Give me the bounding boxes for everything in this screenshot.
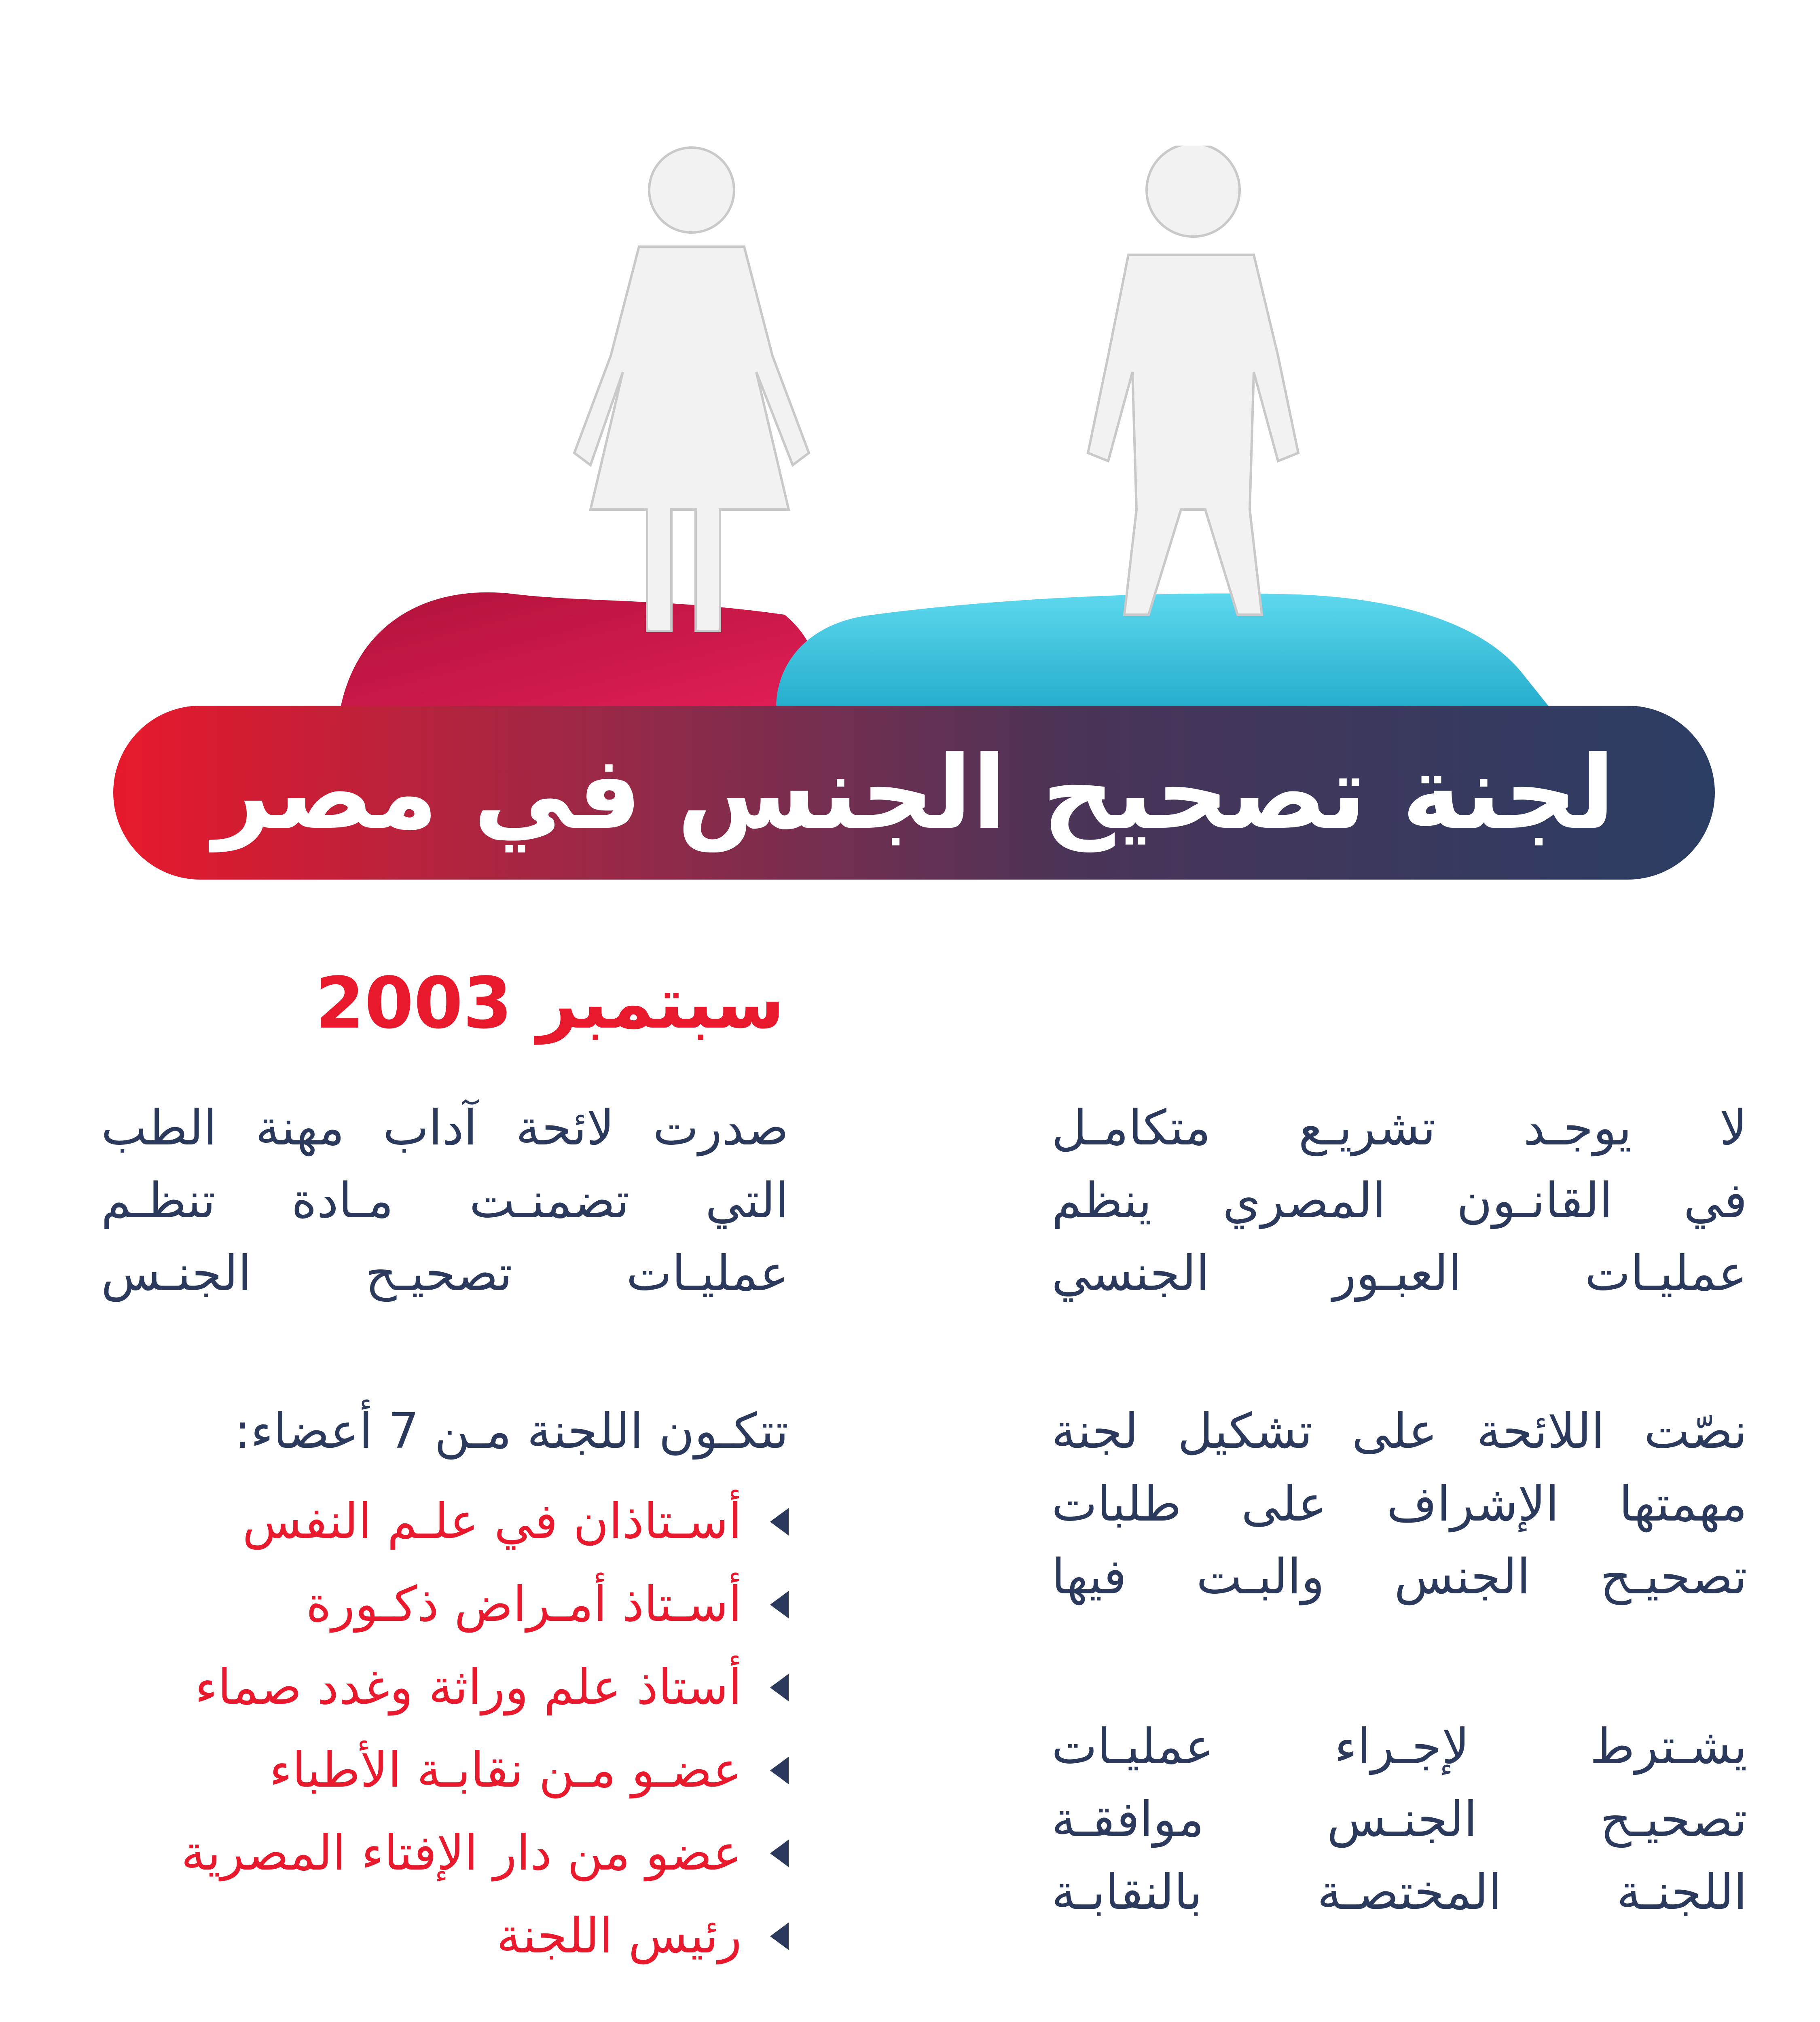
triangle-bullet-icon: [770, 1923, 789, 1950]
member-text: أستاذ علم وراثة وغدد صماء: [195, 1659, 742, 1715]
member-text: عضو من دار الإفتاء المصرية: [181, 1825, 742, 1881]
paragraph-line: تصحيـح الجنس والبـت فيها: [1052, 1549, 1747, 1605]
date-heading: سبتمبر 2003: [315, 962, 785, 1045]
paragraph-line: لا يوجـد تشريـع متكامـل: [1052, 1100, 1747, 1156]
list-item: [101, 1895, 789, 1978]
paragraph-line: نصّت اللائحة على تشكيل لجنة: [1052, 1403, 1747, 1459]
paragraph-line: عمليـات تصحيـح الجنـس: [101, 1246, 789, 1302]
paragraph-line: التي تضمنـت مـادة تنظـم: [101, 1173, 789, 1229]
female-figure: [574, 148, 809, 631]
triangle-bullet-icon: [770, 1840, 789, 1867]
blue-cloth: [776, 593, 1553, 718]
paragraph-line: صدرت لائحة آداب مهنة الطب: [101, 1100, 789, 1156]
members-list: [101, 1480, 789, 1978]
approval-paragraph: [1052, 1711, 1747, 1929]
male-figure: [1088, 146, 1298, 615]
paragraph-line: اللجنـة المختصـة بالنقابـة: [1052, 1864, 1747, 1920]
member-text: رئيس اللجنة: [496, 1908, 742, 1964]
list-item: [101, 1646, 789, 1729]
paragraph-line: مهمتها الإشراف على طلبات: [1052, 1476, 1747, 1532]
triangle-bullet-icon: [770, 1757, 789, 1784]
paragraph-line: في القانـون المصري ينظم: [1052, 1173, 1747, 1229]
regulation-paragraph: [101, 1092, 789, 1310]
member-text: أسـتاذ أمـراض ذكـورة: [306, 1576, 742, 1633]
hero-illustration: [307, 146, 1569, 720]
pink-cloth: [340, 592, 816, 716]
list-item: [101, 1480, 789, 1563]
committee-paragraph: [1052, 1395, 1747, 1614]
member-text: أسـتاذان في علـم النفس: [242, 1493, 742, 1550]
triangle-bullet-icon: [770, 1508, 789, 1536]
member-text: عضـو مـن نقابـة الأطباء: [269, 1742, 742, 1798]
list-item: [101, 1812, 789, 1895]
title-banner: [113, 706, 1715, 880]
paragraph-line: عمليـات العبـور الجنسي: [1052, 1246, 1747, 1302]
paragraph-line: يشـترط لإجـراء عمليـات: [1052, 1719, 1747, 1775]
triangle-bullet-icon: [770, 1591, 789, 1618]
legislation-paragraph: [1052, 1092, 1747, 1310]
members-heading: تتكـون اللجنة مـن 7 أعضاء:: [234, 1403, 789, 1459]
list-item: [101, 1563, 789, 1646]
list-item: [101, 1729, 789, 1812]
triangle-bullet-icon: [770, 1674, 789, 1701]
page-title: لجنة تصحيح الجنس في مصر: [213, 734, 1615, 852]
paragraph-line: تصحيـح الجنـس موافقـة: [1052, 1791, 1747, 1848]
